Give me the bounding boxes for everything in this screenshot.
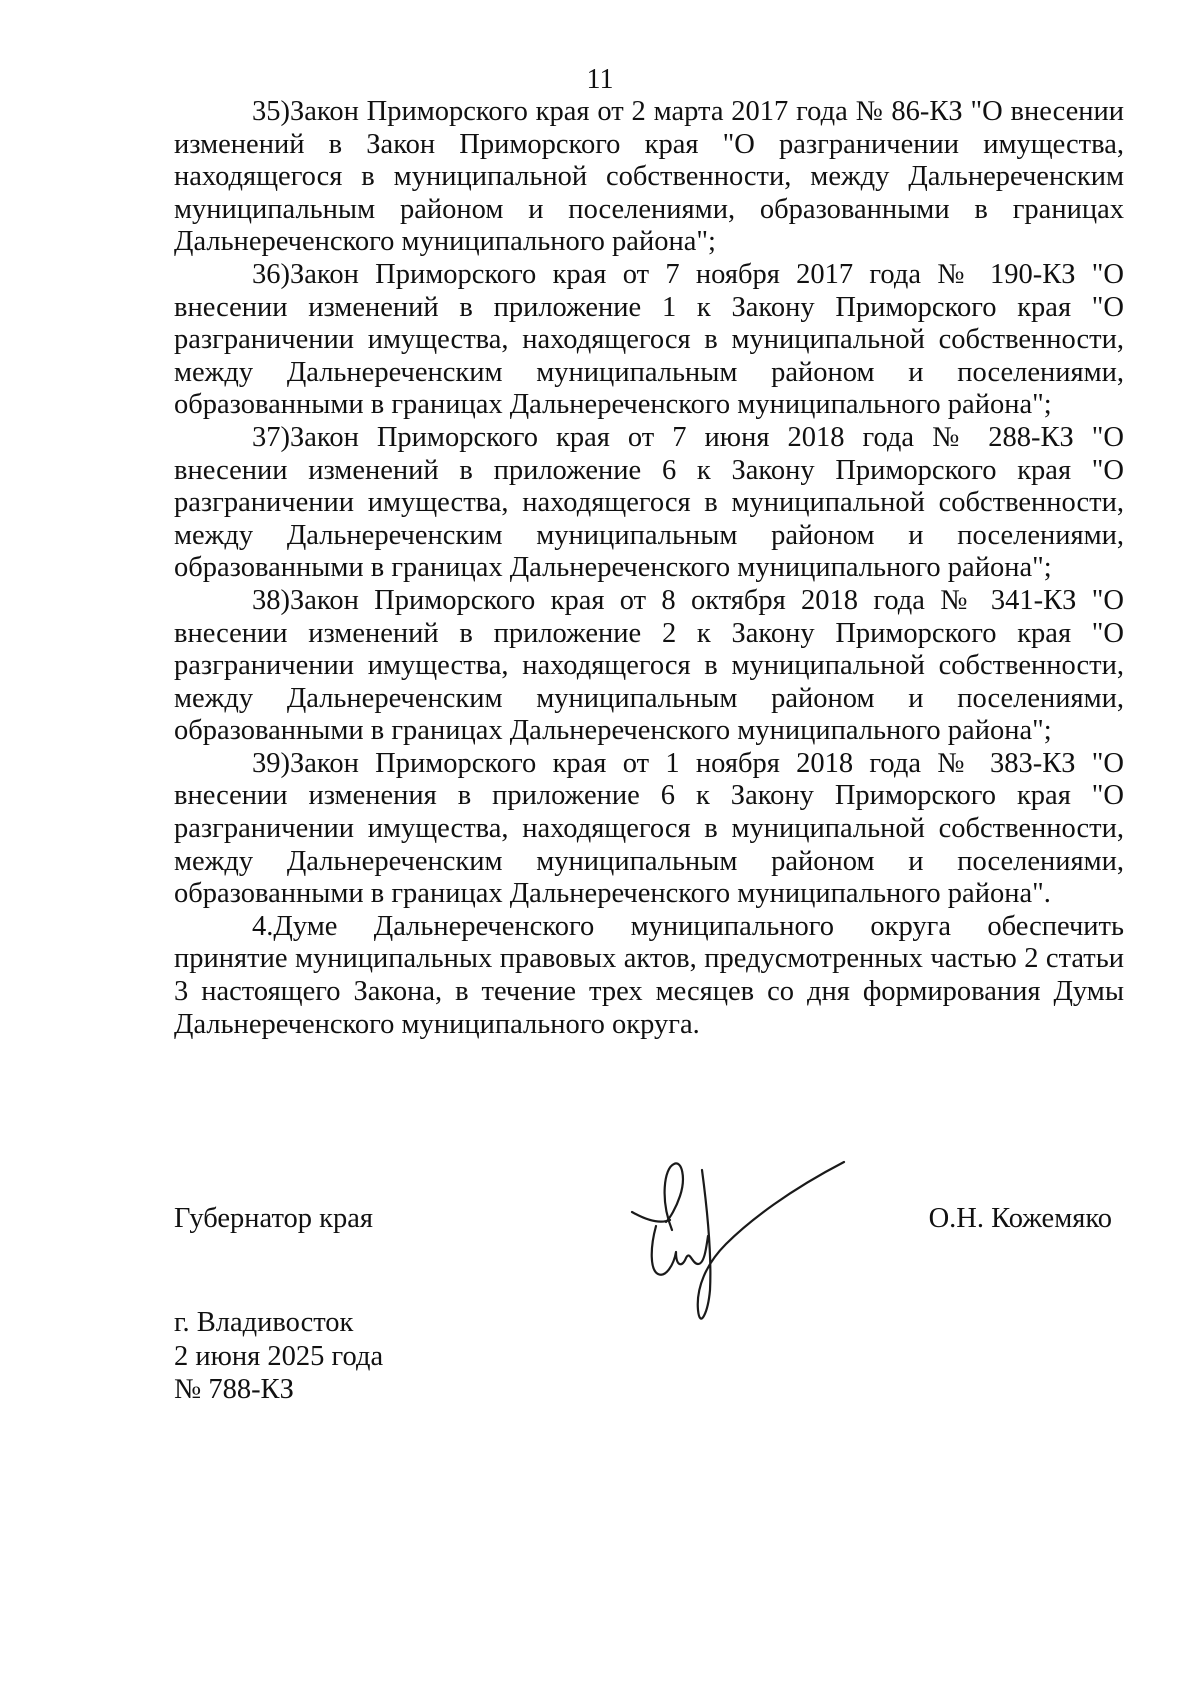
signing-place: г. Владивосток [174,1307,354,1338]
place-date-block [174,1306,383,1407]
paragraph-39: 39)Закон Приморского края от 1 ноября 2018 года № 383-КЗ "О внесении изменения в приложение 6 к Закону Приморского края "О разграничении имущества, находящегося в муниципальной собственности, между Дальнереченским муниципальным районом и поселениями, образованными в границах Дальнереченского муниципального района". [174,747,1124,910]
handwritten-signature [630,1160,850,1330]
law-number: № 788-КЗ [174,1374,294,1405]
signatory-name: О.Н. Кожемяко [928,1203,1112,1234]
paragraph-35: 35)Закон Приморского края от 2 марта 2017 года № 86-КЗ "О внесении изменений в Закон Приморского края "О разграничении имущества, находящегося в муниципальной собственности, между Дальнереченским муниципальным районом и поселениями, образованными в границах Дальнереченского муниципального района"; [174,96,1124,258]
paragraph-36: 36)Закон Приморского края от 7 ноября 2017 года № 190-КЗ "О внесении изменений в приложение 1 к Закону Приморского края "О разграничении имущества, находящегося в муниципальной собственности, между Дальнереченским муниципальным районом и поселениями, образованными в границах Дальнереченского муниципального района"; [174,258,1124,421]
page-number: 11 [586,64,614,95]
paragraph-37: 37)Закон Приморского края от 7 июня 2018 года № 288-КЗ "О внесении изменений в приложение 6 к Закону Приморского края "О разграничении имущества, находящегося в муниципальной собственности, между Дальнереченским муниципальным районом и поселениями, образованными в границах Дальнереченского муниципального района"; [174,421,1124,584]
signatory-title: Губернатор края [174,1203,374,1234]
paragraph-38: 38)Закон Приморского края от 8 октября 2018 года № 341-КЗ "О внесении изменений в приложение 2 к Закону Приморского края "О разграничении имущества, находящегося в муниципальной собственности, между Дальнереченским муниципальным районом и поселениями, образованными в границах Дальнереченского муниципального района"; [174,584,1124,747]
signing-date: 2 июня 2025 года [174,1340,384,1372]
paragraph-4: 4.Думе Дальнереченского муниципального округа обеспечить принятие муниципальных правовых актов, предусмотренных частью 2 статьи 3 настоящего Закона, в течение трех месяцев со дня формирования Думы Дальнереченского муниципального округа. [174,910,1124,1040]
